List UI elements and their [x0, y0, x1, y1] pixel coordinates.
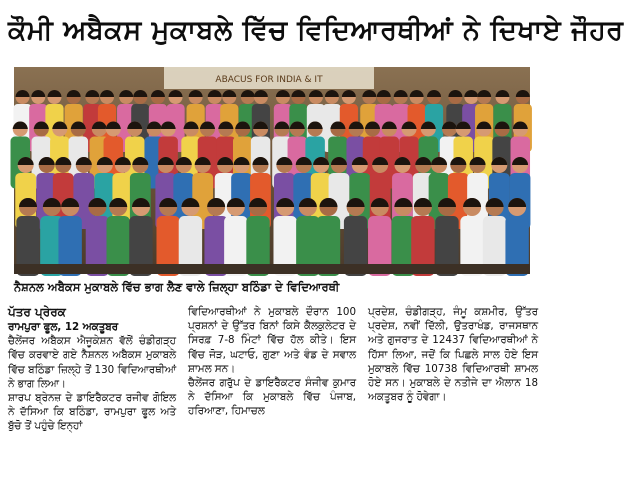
paragraph: ਸ਼ਾਰਪ ਬ੍ਰੇਨਜ਼ ਦੇ ਡਾਇਰੈਕਟਰ ਰਜੀਵ ਗੋਇਲ ਨੇ ਦੱਸਿਆ ਕਿ ਬਠਿੰਡਾ, ਰਾਮਪੁਰਾ ਫੂਲ ਅਤੇ ਬੁੱਚੋ ਤੋਂ ਪਹੁੰਚੇ ਇਨ੍ਹਾਂ	[8, 392, 176, 433]
group-photo-illustration	[14, 67, 530, 274]
photo-banner-text: ABACUS FOR INDIA & IT	[215, 75, 323, 85]
group-photo	[14, 67, 530, 274]
paragraph: ਵਿਦਿਆਰਥੀਆਂ ਨੇ ਮੁਕਾਬਲੇ ਦੌਰਾਨ 100 ਪ੍ਰਸ਼ਨਾਂ ਦੇ ਉੱਤਰ ਬਿਨਾਂ ਕਿਸੇ ਕੈਲਕੁਲੇਟਰ ਦੇ ਸਿਰਫ਼ 7-8 ਮਿੰਟਾਂ ਵਿੱਚ ਹੱਲ ਕੀਤੇ। ਇਸ ਵਿੱਚ ਜੋੜ, ਘਟਾਓ, ਗੁਣਾ ਅਤੇ ਵੰਡ ਦੇ ਸਵਾਲ ਸ਼ਾਮਲ ਸਨ।	[188, 306, 356, 375]
paragraph: ਪ੍ਰਦੇਸ਼, ਚੰਡੀਗੜ੍ਹ, ਜੰਮੂ ਕਸ਼ਮੀਰ, ਉੱਤਰ ਪ੍ਰਦੇਸ਼, ਨਵੀਂ ਦਿੱਲੀ, ਉਤਰਾਖੰਡ, ਰਾਜਸਥਾਨ ਅਤੇ ਗੁਜਰਾਤ ਦੇ 12437 ਵਿਦਿਆਰਥੀਆਂ ਨੇ ਹਿੱਸਾ ਲਿਆ, ਜਦੋਂ ਕਿ ਪਿਛਲੇ ਸਾਲ ਹੋਏ ਇਸ ਮੁਕਾਬਲੇ ਵਿੱਚ 10738 ਵਿਦਿਆਰਥੀ ਸ਼ਾਮਲ ਹੋਏ ਸਨ। ਮੁਕਾਬਲੇ ਦੇ ਨਤੀਜੇ ਦਾ ਐਲਾਨ 18 ਅਕਤੂਬਰ ਨੂੰ ਹੋਵੇਗਾ।	[368, 306, 538, 404]
article-column-2	[188, 305, 356, 477]
photo-floor	[14, 264, 530, 274]
paragraph: ਚੈਲੇਂਜਰ ਅਬੈਕਸ ਐਜੂਕੇਸ਼ਨ ਵੱਲੋਂ ਚੰਡੀਗੜ੍ਹ ਵਿੱਚ ਕਰਵਾਏ ਗਏ ਨੈਸ਼ਨਲ ਅਬੈਕਸ ਮੁਕਾਬਲੇ ਵਿੱਚ ਬਠਿੰਡਾ ਜ਼ਿਲ੍ਹੇ ਤੋਂ 130 ਵਿਦਿਆਰਥੀਆਂ ਨੇ ਭਾਗ ਲਿਆ।	[8, 335, 176, 390]
paragraph: ਚੈਲੇਂਜਰ ਗਰੁੱਪ ਦੇ ਡਾਇਰੈਕਟਰ ਸੰਜੀਵ ਕੁਮਾਰ ਨੇ ਦੱਸਿਆ ਕਿ ਮੁਕਾਬਲੇ ਵਿੱਚ ਪੰਜਾਬ, ਹਰਿਆਣਾ, ਹਿਮਾਚਲ	[188, 377, 356, 418]
photo-caption: ਨੈਸ਼ਨਲ ਅਬੈਕਸ ਮੁਕਾਬਲੇ ਵਿੱਚ ਭਾਗ ਲੈਣ ਵਾਲੇ ਜ਼ਿਲ੍ਹਾ ਬਠਿੰਡਾ ਦੇ ਵਿਦਿਆਰਥੀ	[14, 280, 340, 294]
article-body	[8, 305, 538, 477]
dateline: ਰਾਮਪੁਰਾ ਫੂਲ, 12 ਅਕਤੂਬਰ	[8, 321, 119, 333]
article-column-1	[8, 305, 176, 477]
byline: ਪੱਤਰ ਪ੍ਰੇਰਕ	[8, 305, 66, 319]
article-column-3	[368, 305, 538, 477]
headline: ਕੌਮੀ ਅਬੈਕਸ ਮੁਕਾਬਲੇ ਵਿੱਚ ਵਿਦਿਆਰਥੀਆਂ ਨੇ ਦਿਖਾਏ ਜੌਹਰ	[8, 15, 624, 46]
